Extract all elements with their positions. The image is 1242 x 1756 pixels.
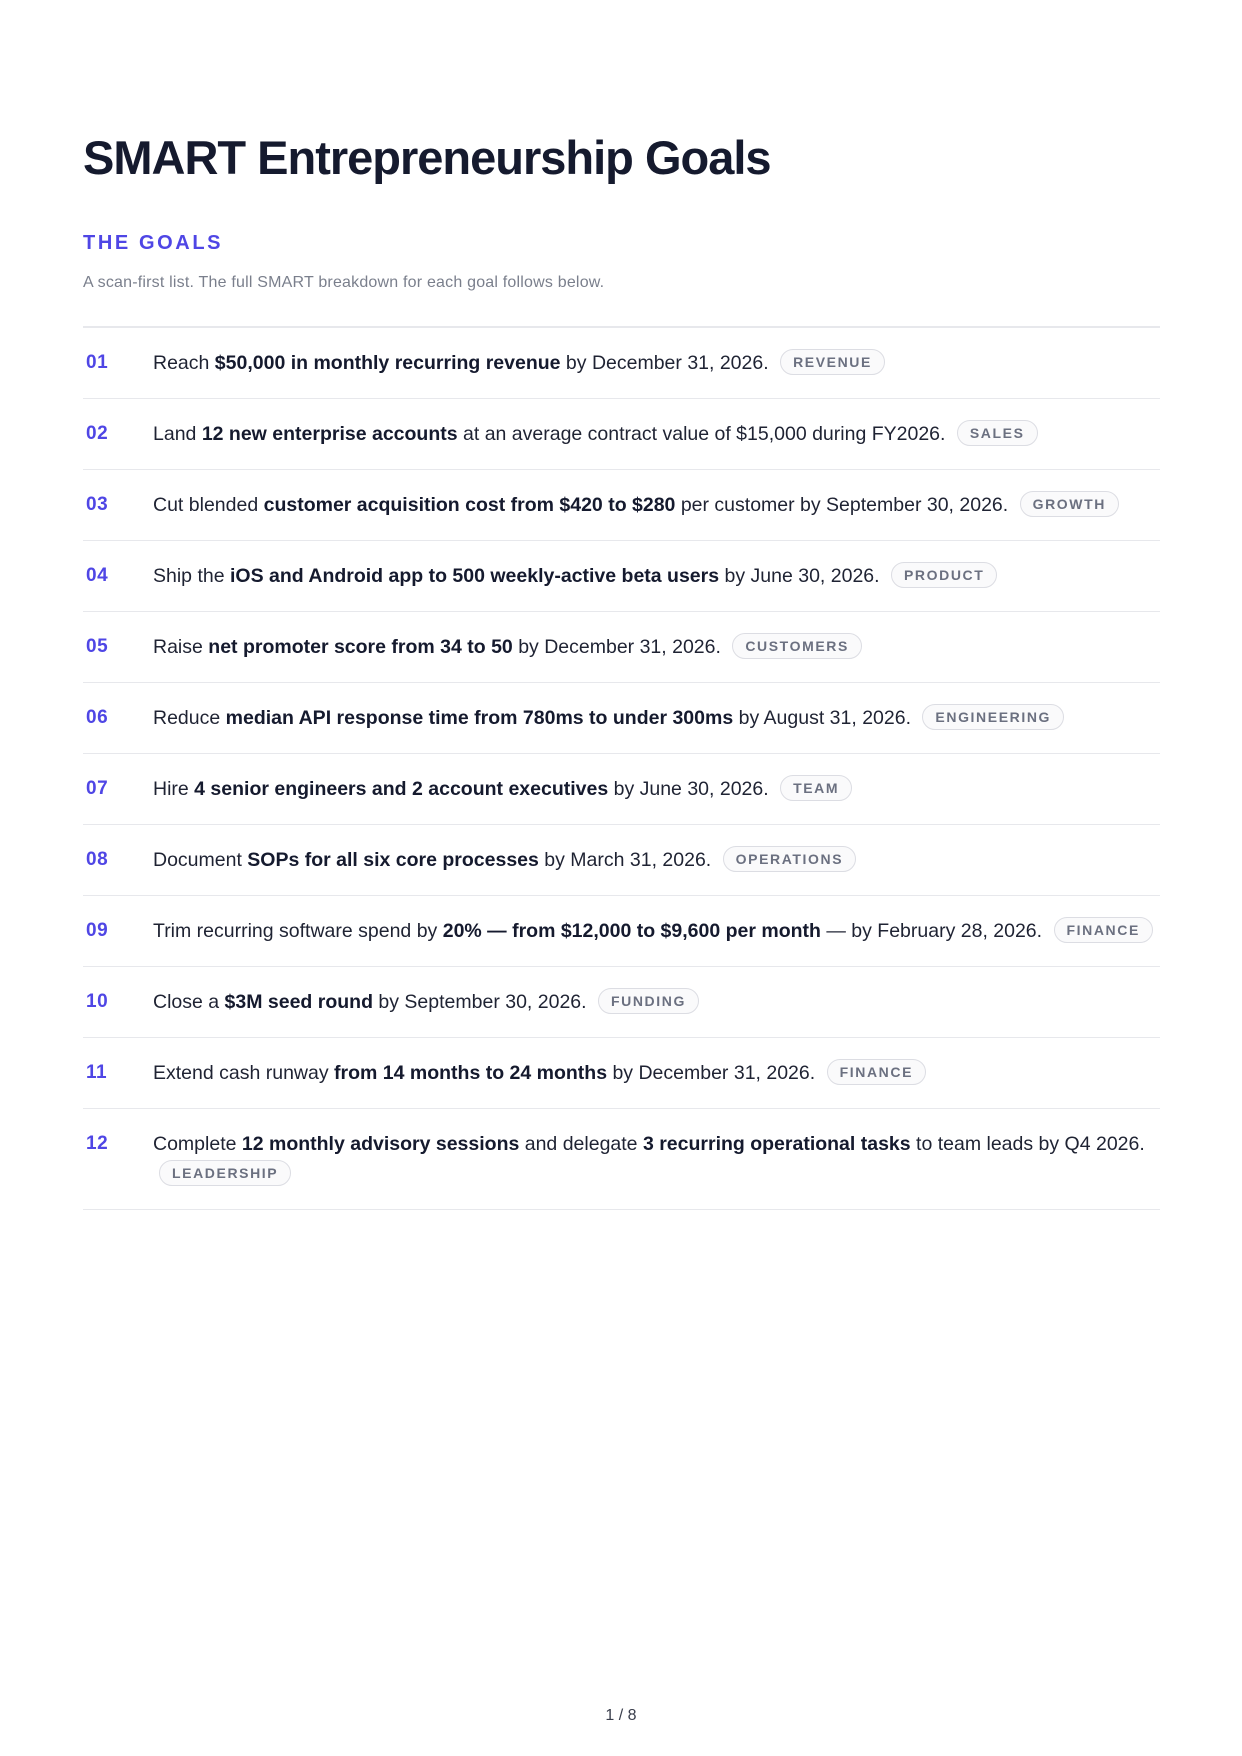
goal-number: 01	[86, 352, 109, 373]
goal-item	[83, 1038, 1160, 1109]
goal-text	[153, 845, 1160, 875]
goal-text-segment: by September 30, 2026.	[373, 991, 587, 1013]
goal-emphasis: 12 new enterprise accounts	[201, 423, 458, 445]
goal-text-segment: Hire	[153, 778, 195, 800]
goal-text-segment: by June 30, 2026.	[719, 565, 880, 587]
goal-text-segment: Land	[153, 423, 202, 445]
goal-item	[83, 683, 1160, 754]
goal-text-segment: by August 31, 2026.	[733, 707, 911, 729]
goal-emphasis: $3M seed round	[224, 991, 373, 1013]
goal-emphasis: SOPs for all six core processes	[247, 849, 539, 871]
goal-text-segment: Extend cash runway	[153, 1062, 335, 1084]
page-title: SMART Entrepreneurship Goals	[83, 131, 771, 184]
goal-text-segment: and delegate	[519, 1133, 643, 1155]
goal-text	[153, 987, 1160, 1017]
goal-number: 02	[86, 423, 109, 444]
goal-text-segment: Complete	[153, 1133, 242, 1155]
goal-number: 05	[86, 636, 109, 657]
goal-text-segment: by June 30, 2026.	[608, 778, 769, 800]
goal-number: 11	[86, 1062, 108, 1083]
category-tag: REVENUE	[780, 349, 885, 375]
goal-text-segment: Reach	[153, 352, 215, 374]
goal-text	[153, 419, 1160, 449]
category-tag: FINANCE	[1054, 917, 1153, 943]
category-tag: OPERATIONS	[723, 846, 857, 872]
goal-text-segment: by December 31, 2026.	[607, 1062, 816, 1084]
goal-text-segment: — by February 28, 2026.	[820, 920, 1043, 942]
goal-number: 03	[86, 494, 109, 515]
category-tag: ENGINEERING	[922, 704, 1064, 730]
goal-text-segment: by December 31, 2026.	[512, 636, 721, 658]
goal-item	[83, 1109, 1160, 1210]
goal-number: 06	[86, 707, 109, 728]
goal-text-segment: Trim recurring software spend by	[153, 920, 443, 942]
goal-text	[153, 1129, 1160, 1189]
goal-text-segment: at an average contract value of $15,000 during FY2026.	[457, 423, 946, 445]
goal-emphasis: 20% — from $12,000 to $9,600 per month	[442, 920, 821, 942]
goal-text-segment: by December 31, 2026.	[560, 352, 769, 374]
goal-emphasis: 3 recurring operational tasks	[642, 1133, 911, 1155]
section-subtitle: A scan-first list. The full SMART breakdown for each goal follows below.	[83, 274, 605, 291]
section-heading: THE GOALS	[83, 232, 224, 254]
goal-item	[83, 612, 1160, 683]
goal-item	[83, 541, 1160, 612]
goal-item	[83, 967, 1160, 1038]
goal-text	[153, 1058, 1160, 1088]
goal-emphasis: $50,000 in monthly recurring revenue	[214, 352, 561, 374]
goals-list	[83, 326, 1160, 1210]
goal-number: 07	[86, 778, 109, 799]
goal-emphasis: 4 senior engineers and 2 account executives	[194, 778, 609, 800]
goal-emphasis: customer acquisition cost from $420 to $280	[263, 494, 676, 516]
category-tag: SALES	[957, 420, 1038, 446]
goal-item	[83, 399, 1160, 470]
goal-text-segment: Ship the	[153, 565, 230, 587]
goal-number: 10	[86, 991, 109, 1012]
goal-number: 12	[86, 1133, 109, 1154]
goal-item	[83, 825, 1160, 896]
goal-number: 04	[86, 565, 109, 586]
goal-text-segment: Close a	[153, 991, 225, 1013]
goal-emphasis: iOS and Android app to 500 weekly-active beta users	[229, 565, 720, 587]
goal-item	[83, 896, 1160, 967]
goal-item	[83, 754, 1160, 825]
goal-item	[83, 470, 1160, 541]
goal-text	[153, 632, 1160, 662]
goal-text	[153, 916, 1160, 946]
goal-emphasis: 12 monthly advisory sessions	[241, 1133, 520, 1155]
goal-number: 08	[86, 849, 109, 870]
goal-text-segment: Cut blended	[153, 494, 264, 516]
goal-text-segment: to team leads by Q4 2026.	[910, 1133, 1145, 1155]
goal-text	[153, 490, 1160, 520]
goal-emphasis: net promoter score from 34 to 50	[208, 636, 513, 658]
category-tag: GROWTH	[1020, 491, 1119, 517]
category-tag: LEADERSHIP	[159, 1160, 291, 1186]
category-tag: PRODUCT	[891, 562, 997, 588]
category-tag: CUSTOMERS	[732, 633, 862, 659]
goal-text	[153, 348, 1160, 378]
goal-text	[153, 703, 1160, 733]
category-tag: TEAM	[780, 775, 852, 801]
goal-emphasis: from 14 months to 24 months	[334, 1062, 608, 1084]
goal-text-segment: Raise	[153, 636, 209, 658]
category-tag: FUNDING	[598, 988, 699, 1014]
goal-text-segment: per customer by September 30, 2026.	[675, 494, 1009, 516]
goal-text-segment: by March 31, 2026.	[538, 849, 712, 871]
goal-text-segment: Reduce	[153, 707, 226, 729]
category-tag: FINANCE	[827, 1059, 926, 1085]
goal-text	[153, 561, 1160, 591]
goal-item	[83, 328, 1160, 399]
goal-text-segment: Document	[153, 849, 248, 871]
page-number: 1 / 8	[605, 1707, 637, 1724]
goal-emphasis: median API response time from 780ms to under 300ms	[225, 707, 734, 729]
goal-text	[153, 774, 1160, 804]
goal-number: 09	[86, 920, 109, 941]
